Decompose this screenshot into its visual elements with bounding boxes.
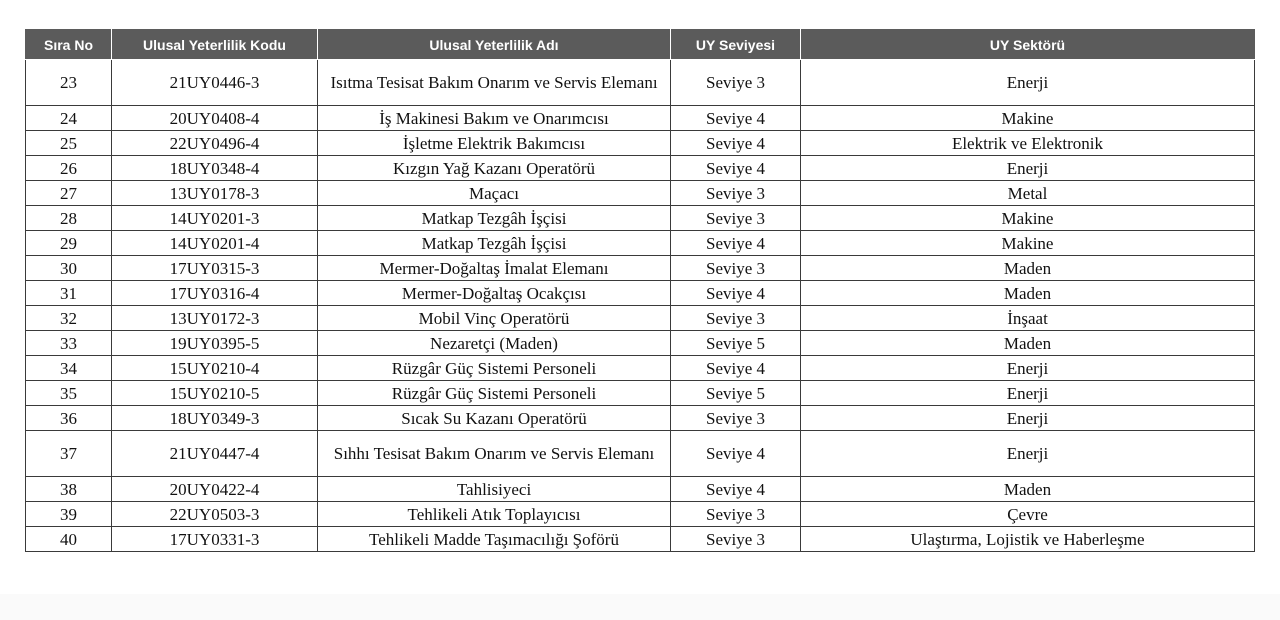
cell-level: Seviye 4 — [671, 431, 801, 477]
cell-level: Seviye 3 — [671, 527, 801, 552]
table-row — [26, 131, 1255, 156]
table-row — [26, 356, 1255, 381]
cell-sira-no: 38 — [26, 477, 112, 502]
cell-sira-no: 37 — [26, 431, 112, 477]
page-bottom-margin — [0, 594, 1280, 620]
cell-level: Seviye 3 — [671, 406, 801, 431]
cell-sector: Maden — [801, 256, 1255, 281]
cell-sector: İnşaat — [801, 306, 1255, 331]
cell-sira-no: 25 — [26, 131, 112, 156]
cell-level: Seviye 3 — [671, 256, 801, 281]
header-sector: UY Sektörü — [801, 30, 1255, 60]
cell-sira-no: 35 — [26, 381, 112, 406]
cell-qualification-name: Matkap Tezgâh İşçisi — [318, 206, 671, 231]
cell-qualification-name: Sıhhı Tesisat Bakım Onarım ve Servis Elemanı — [318, 431, 671, 477]
cell-sector: Makine — [801, 206, 1255, 231]
cell-sira-no: 29 — [26, 231, 112, 256]
table-row — [26, 181, 1255, 206]
table-row — [26, 60, 1255, 106]
cell-qualification-name: İşletme Elektrik Bakımcısı — [318, 131, 671, 156]
cell-qualification-code: 22UY0496-4 — [112, 131, 318, 156]
header-level: UY Seviyesi — [671, 30, 801, 60]
cell-qualification-name: Rüzgâr Güç Sistemi Personeli — [318, 356, 671, 381]
cell-sector: Metal — [801, 181, 1255, 206]
cell-sector: Maden — [801, 331, 1255, 356]
header-sira-no: Sıra No — [26, 30, 112, 60]
cell-level: Seviye 4 — [671, 281, 801, 306]
table-row — [26, 306, 1255, 331]
table-row — [26, 281, 1255, 306]
cell-qualification-code: 22UY0503-3 — [112, 502, 318, 527]
table-row — [26, 406, 1255, 431]
table-row — [26, 106, 1255, 131]
cell-level: Seviye 4 — [671, 231, 801, 256]
cell-qualification-code: 18UY0349-3 — [112, 406, 318, 431]
cell-qualification-code: 14UY0201-3 — [112, 206, 318, 231]
cell-qualification-code: 17UY0315-3 — [112, 256, 318, 281]
cell-sira-no: 34 — [26, 356, 112, 381]
cell-qualification-code: 19UY0395-5 — [112, 331, 318, 356]
cell-qualification-name: Matkap Tezgâh İşçisi — [318, 231, 671, 256]
cell-level: Seviye 3 — [671, 502, 801, 527]
cell-sector: Enerji — [801, 381, 1255, 406]
cell-qualification-code: 17UY0331-3 — [112, 527, 318, 552]
table-row — [26, 527, 1255, 552]
cell-qualification-name: Mobil Vinç Operatörü — [318, 306, 671, 331]
cell-qualification-code: 20UY0408-4 — [112, 106, 318, 131]
cell-qualification-code: 18UY0348-4 — [112, 156, 318, 181]
cell-sira-no: 23 — [26, 60, 112, 106]
table-row — [26, 477, 1255, 502]
cell-qualification-name: İş Makinesi Bakım ve Onarımcısı — [318, 106, 671, 131]
cell-sira-no: 33 — [26, 331, 112, 356]
cell-level: Seviye 4 — [671, 156, 801, 181]
table-row — [26, 331, 1255, 356]
cell-sector: Ulaştırma, Lojistik ve Haberleşme — [801, 527, 1255, 552]
header-qualification-name: Ulusal Yeterlilik Adı — [318, 30, 671, 60]
cell-level: Seviye 3 — [671, 206, 801, 231]
cell-qualification-name: Tahlisiyeci — [318, 477, 671, 502]
cell-sira-no: 32 — [26, 306, 112, 331]
cell-level: Seviye 4 — [671, 106, 801, 131]
cell-sira-no: 24 — [26, 106, 112, 131]
cell-qualification-code: 14UY0201-4 — [112, 231, 318, 256]
cell-qualification-name: Mermer-Doğaltaş Ocakçısı — [318, 281, 671, 306]
cell-qualification-code: 21UY0447-4 — [112, 431, 318, 477]
cell-sira-no: 36 — [26, 406, 112, 431]
cell-sector: Elektrik ve Elektronik — [801, 131, 1255, 156]
cell-level: Seviye 5 — [671, 381, 801, 406]
cell-qualification-name: Tehlikeli Madde Taşımacılığı Şoförü — [318, 527, 671, 552]
table-row — [26, 256, 1255, 281]
cell-sector: Maden — [801, 281, 1255, 306]
cell-level: Seviye 4 — [671, 356, 801, 381]
qualifications-table — [25, 29, 1255, 552]
cell-sector: Enerji — [801, 406, 1255, 431]
cell-level: Seviye 3 — [671, 181, 801, 206]
table-row — [26, 231, 1255, 256]
cell-sira-no: 28 — [26, 206, 112, 231]
cell-sira-no: 30 — [26, 256, 112, 281]
cell-qualification-name: Sıcak Su Kazanı Operatörü — [318, 406, 671, 431]
cell-qualification-name: Tehlikeli Atık Toplayıcısı — [318, 502, 671, 527]
table-row — [26, 502, 1255, 527]
cell-level: Seviye 5 — [671, 331, 801, 356]
cell-sira-no: 27 — [26, 181, 112, 206]
cell-qualification-code: 15UY0210-5 — [112, 381, 318, 406]
cell-qualification-code: 21UY0446-3 — [112, 60, 318, 106]
cell-sector: Enerji — [801, 431, 1255, 477]
table-row — [26, 431, 1255, 477]
cell-sector: Enerji — [801, 156, 1255, 181]
cell-sector: Enerji — [801, 356, 1255, 381]
cell-qualification-name: Rüzgâr Güç Sistemi Personeli — [318, 381, 671, 406]
cell-level: Seviye 3 — [671, 306, 801, 331]
header-qualification-code: Ulusal Yeterlilik Kodu — [112, 30, 318, 60]
cell-qualification-code: 15UY0210-4 — [112, 356, 318, 381]
cell-qualification-code: 17UY0316-4 — [112, 281, 318, 306]
cell-level: Seviye 3 — [671, 60, 801, 106]
table-row — [26, 381, 1255, 406]
cell-qualification-code: 13UY0178-3 — [112, 181, 318, 206]
cell-sira-no: 40 — [26, 527, 112, 552]
table-header-row — [26, 30, 1255, 60]
table-row — [26, 156, 1255, 181]
table-body — [26, 60, 1255, 552]
cell-sector: Makine — [801, 231, 1255, 256]
cell-qualification-name: Nezaretçi (Maden) — [318, 331, 671, 356]
cell-qualification-name: Maçacı — [318, 181, 671, 206]
cell-sira-no: 31 — [26, 281, 112, 306]
cell-qualification-name: Mermer-Doğaltaş İmalat Elemanı — [318, 256, 671, 281]
cell-sira-no: 39 — [26, 502, 112, 527]
cell-sector: Makine — [801, 106, 1255, 131]
cell-qualification-code: 13UY0172-3 — [112, 306, 318, 331]
cell-level: Seviye 4 — [671, 131, 801, 156]
cell-sector: Maden — [801, 477, 1255, 502]
table-row — [26, 206, 1255, 231]
cell-qualification-name: Isıtma Tesisat Bakım Onarım ve Servis Elemanı — [318, 60, 671, 106]
cell-qualification-name: Kızgın Yağ Kazanı Operatörü — [318, 156, 671, 181]
cell-qualification-code: 20UY0422-4 — [112, 477, 318, 502]
cell-sector: Enerji — [801, 60, 1255, 106]
cell-sector: Çevre — [801, 502, 1255, 527]
cell-sira-no: 26 — [26, 156, 112, 181]
cell-level: Seviye 4 — [671, 477, 801, 502]
